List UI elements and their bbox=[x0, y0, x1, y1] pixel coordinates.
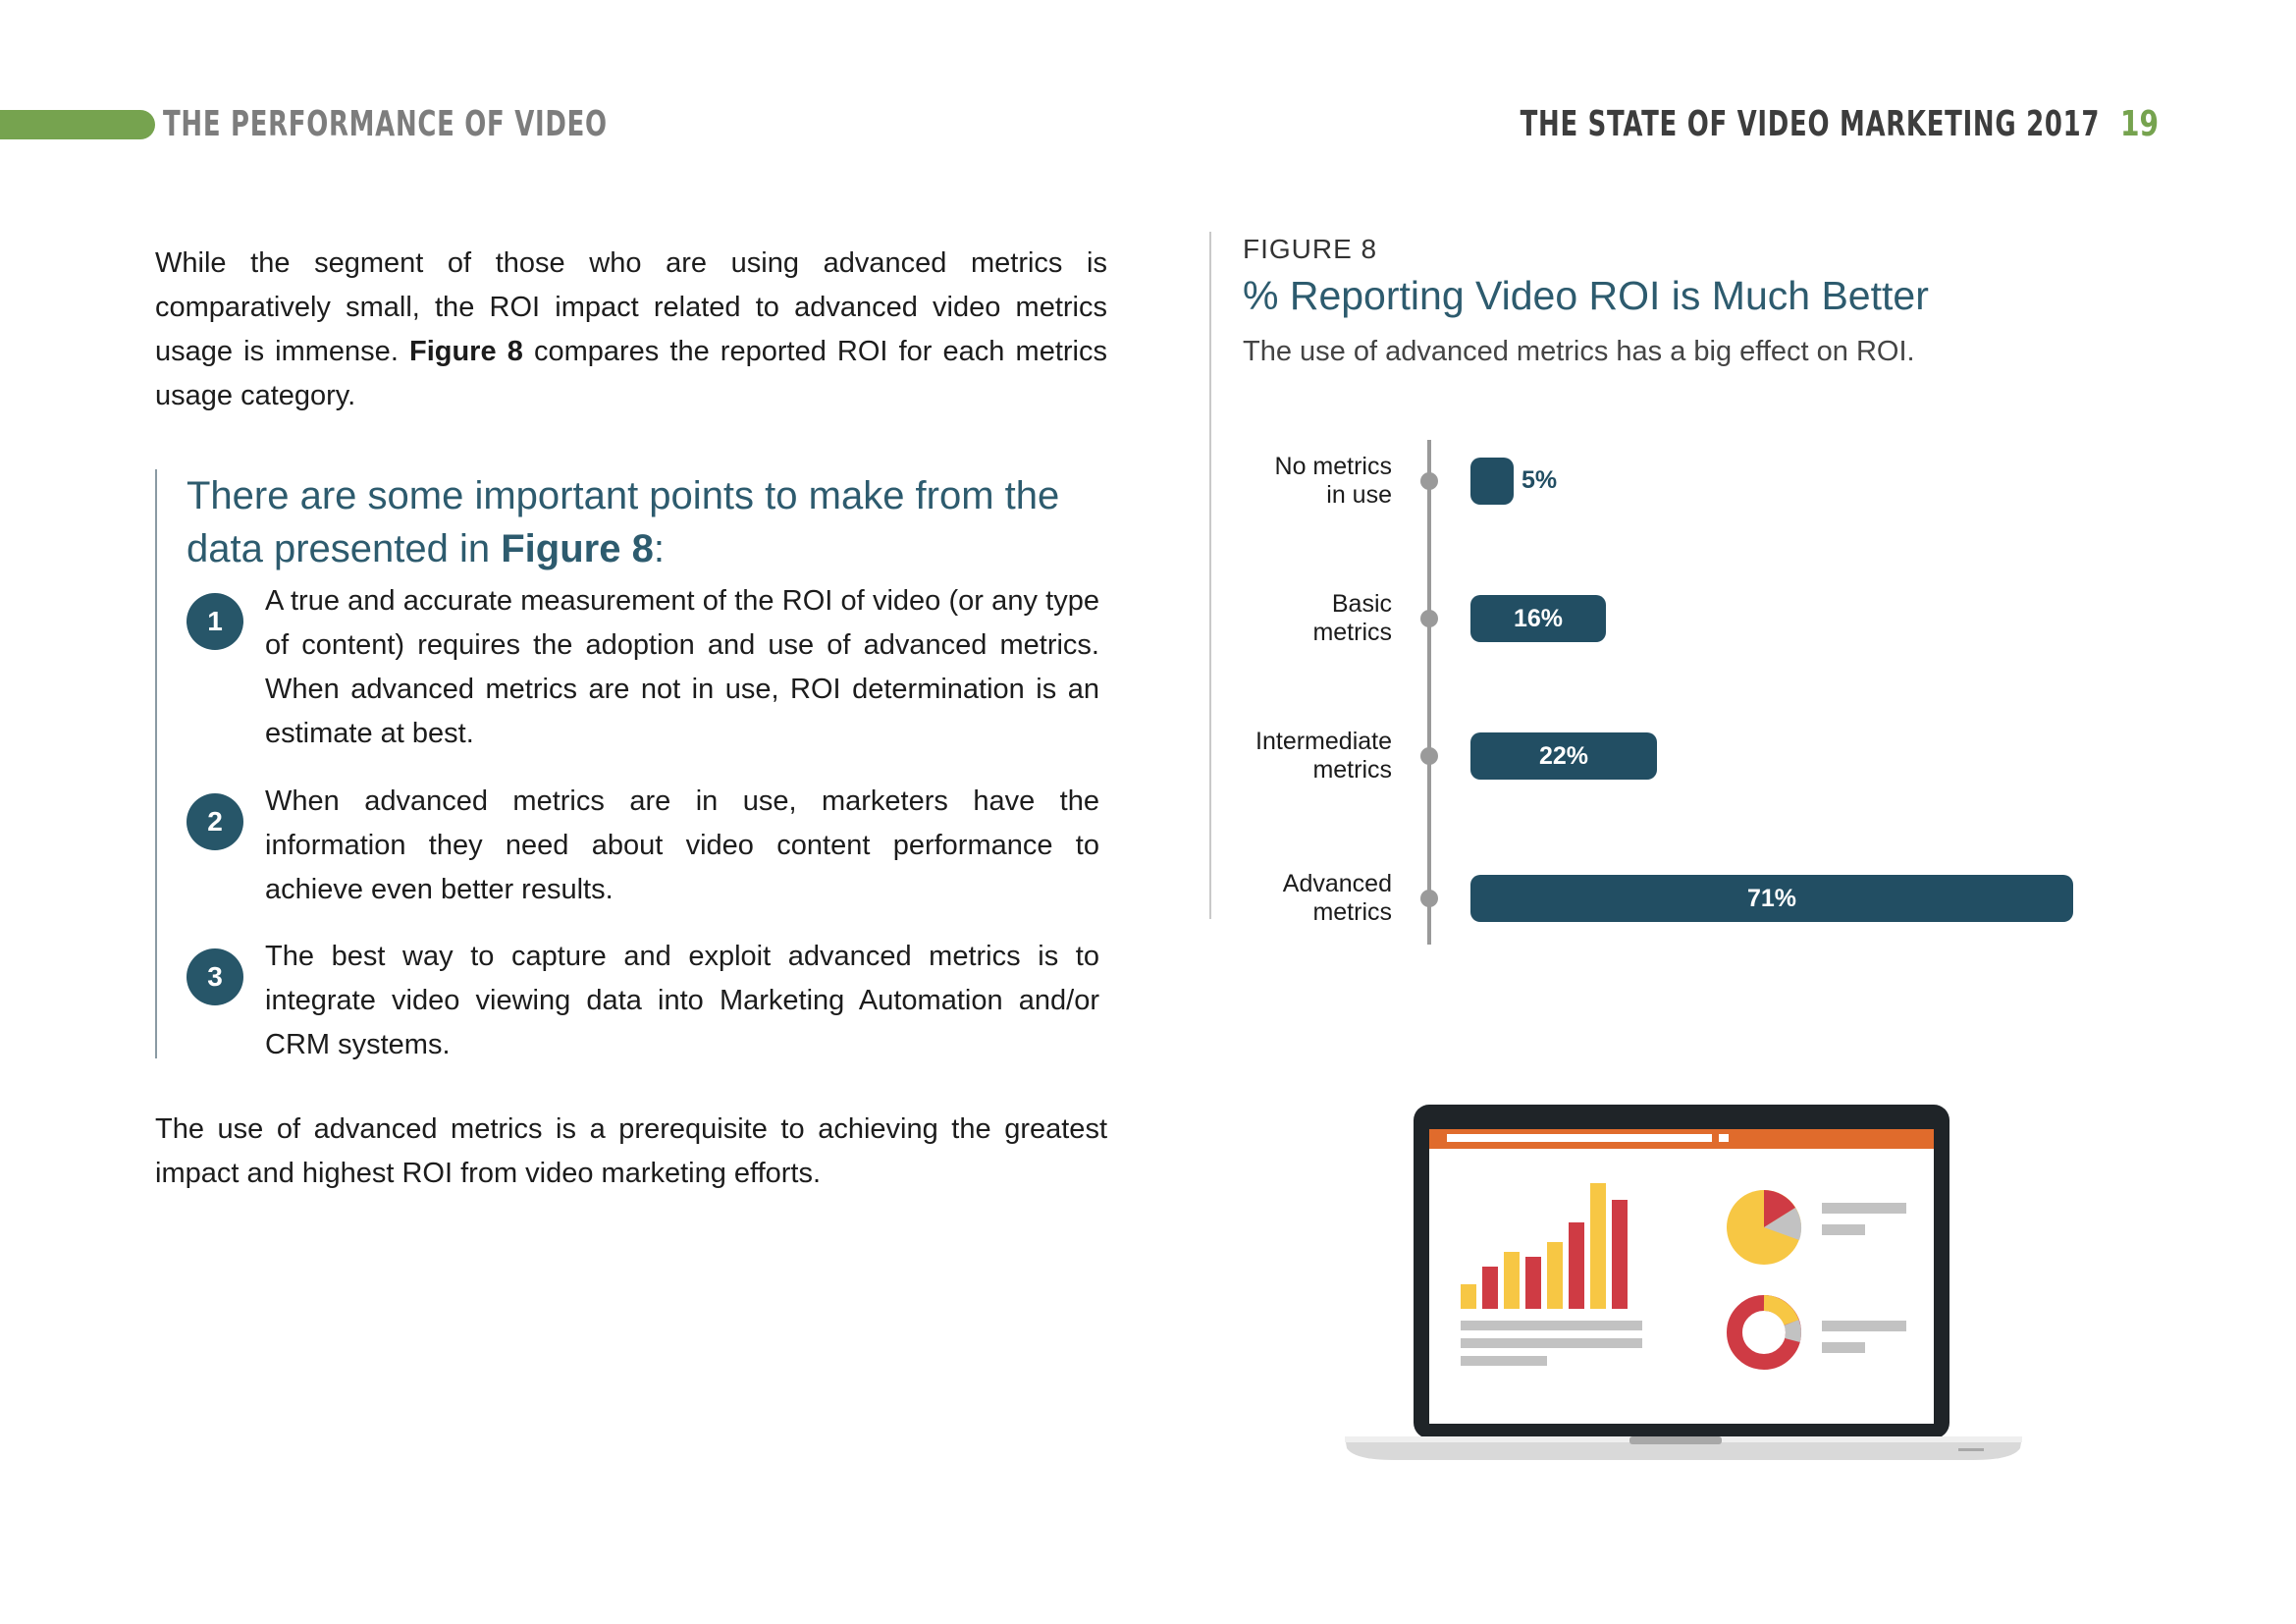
axis-marker bbox=[1420, 747, 1438, 765]
point-text: When advanced metrics are in use, marketers have the information they need about video content performance to achieve even better results. bbox=[265, 785, 1099, 905]
bar-value-label: 22% bbox=[1538, 741, 1589, 770]
point-number-badge: 3 bbox=[187, 948, 243, 1005]
chart-bar bbox=[1470, 458, 1514, 505]
section-title: THE PERFORMANCE OF VIDEO bbox=[163, 104, 608, 144]
figure-label: FIGURE 8 bbox=[1243, 234, 1378, 264]
chart-bar bbox=[1470, 595, 1606, 642]
chart-bar bbox=[1470, 875, 2073, 922]
figure-subtitle: The use of advanced metrics has a big effect on ROI. bbox=[1243, 336, 1915, 367]
page-number: 19 bbox=[2119, 104, 2159, 144]
header-accent-bar bbox=[0, 110, 155, 139]
axis-marker bbox=[1420, 890, 1438, 907]
key-points-callout bbox=[155, 469, 1109, 1058]
category-label: Advanced metrics bbox=[1282, 870, 1392, 926]
point-number-badge: 1 bbox=[187, 593, 243, 650]
point-number-badge: 2 bbox=[187, 793, 243, 850]
category-label: Intermediate metrics bbox=[1255, 728, 1392, 784]
bar-value-label: 16% bbox=[1513, 604, 1564, 632]
point-text: A true and accurate measurement of the ROI of video (or any type of content) requires the adoption and use of advanced metrics. When advanced metrics are not in use, ROI determination is an estimate at best. bbox=[265, 585, 1099, 749]
laptop-dashboard-illustration bbox=[1345, 1105, 2022, 1478]
figure-title: % Reporting Video ROI is Much Better bbox=[1243, 273, 1929, 318]
closing-paragraph: The use of advanced metrics is a prerequisite to achieving the greatest impact and highest ROI from video marketing efforts. bbox=[155, 1113, 1107, 1189]
category-label: Basic metrics bbox=[1312, 590, 1392, 646]
chart-axis bbox=[1427, 440, 1431, 945]
intro-paragraph: While the segment of those who are using advanced metrics is comparatively small, the ROI impact related to advanced video metrics usage is immense. Figure 8 compares the reported ROI for each metrics usage category. bbox=[155, 247, 1107, 411]
axis-marker bbox=[1420, 472, 1438, 490]
callout-title: There are some important points to make from the data presented in Figure 8: bbox=[187, 474, 1060, 570]
category-label: No metrics in use bbox=[1274, 453, 1392, 509]
figure-reference: Figure 8 bbox=[408, 336, 523, 367]
figure-divider bbox=[1209, 232, 1211, 919]
bar-value-label: 71% bbox=[1746, 884, 1797, 912]
chart-bar bbox=[1470, 732, 1657, 780]
publication-title: THE STATE OF VIDEO MARKETING 2017 bbox=[1520, 104, 2100, 144]
bar-value-label: 5% bbox=[1522, 466, 1558, 494]
point-text: The best way to capture and exploit advanced metrics is to integrate video viewing data into Marketing Automation and/or CRM systems. bbox=[265, 941, 1099, 1060]
axis-marker bbox=[1420, 610, 1438, 627]
